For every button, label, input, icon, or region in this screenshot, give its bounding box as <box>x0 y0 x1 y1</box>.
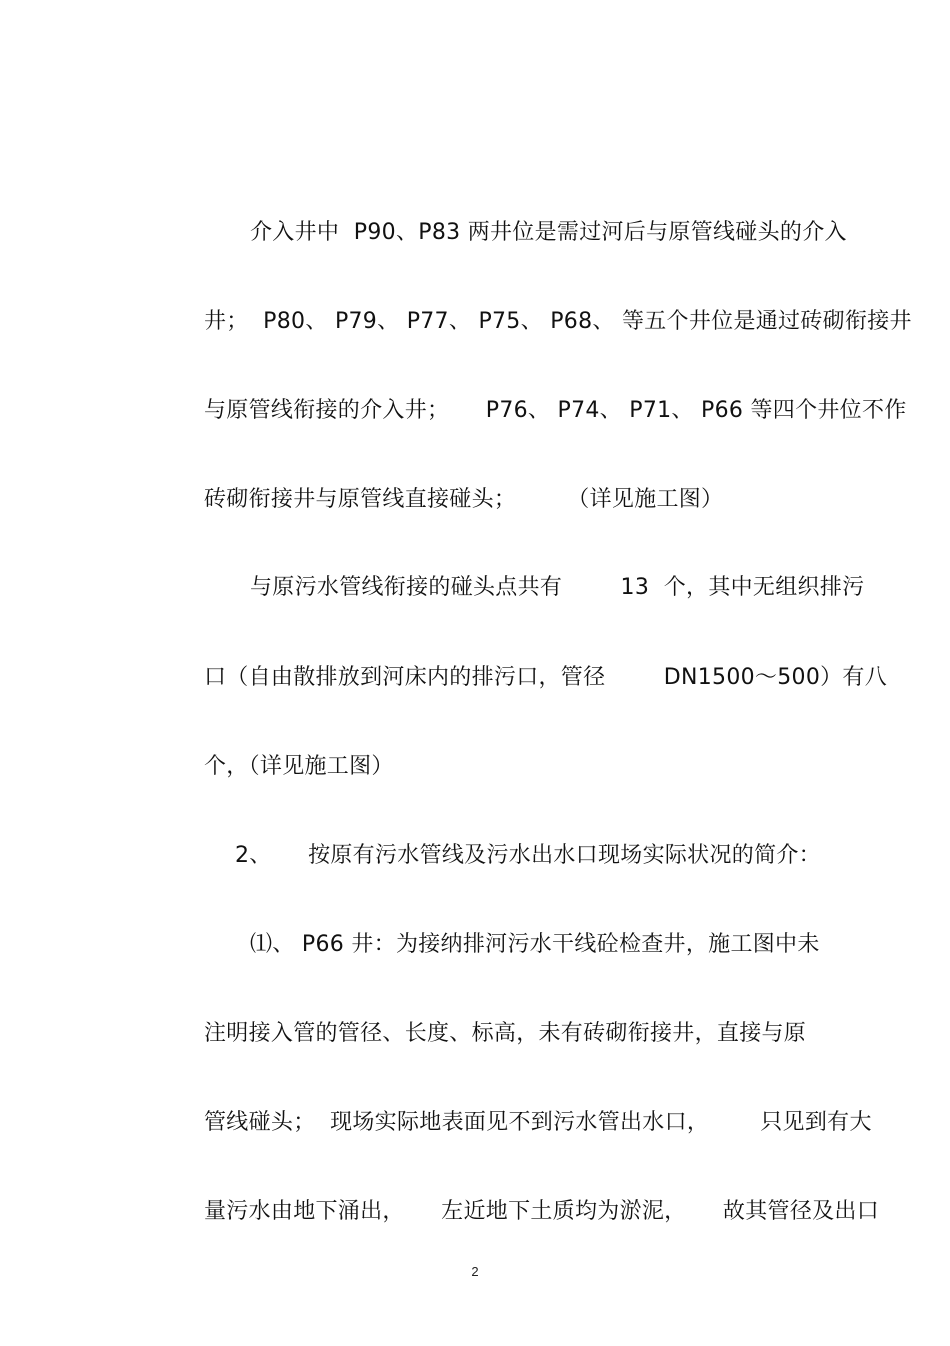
paragraph-line: 砖砌衔接井与原管线直接碰头； （详见施工图） <box>204 487 724 512</box>
page-number: 2 <box>471 1264 479 1279</box>
paragraph-line: ⑴、 P66 井：为接纳排河污水干线砼检查井，施工图中未 <box>250 932 820 957</box>
paragraph-line: 管线碰头； 现场实际地表面见不到污水管出水口， 只见到有大 <box>204 1110 872 1135</box>
paragraph-line: 与原管线衔接的介入井； P76、 P74、 P71、 P66 等四个井位不作 <box>204 398 907 423</box>
paragraph-line: 井； P80、 P79、 P77、 P75、 P68、 等五个井位是通过砖砌衔接井 <box>204 309 912 334</box>
paragraph-line: 量污水由地下涌出， 左近地下土质均为淤泥， 故其管径及出口 <box>204 1199 880 1224</box>
paragraph-line: 口（自由散排放到河床内的排污口，管径 DN1500～500）有八 <box>204 665 888 690</box>
paragraph-line: 介入井中 P90、P83 两井位是需过河后与原管线碰头的介入 <box>250 220 847 245</box>
paragraph-line: 与原污水管线衔接的碰头点共有 13 个，其中无组织排污 <box>250 575 865 600</box>
paragraph-line: 个，（详见施工图） <box>204 754 394 779</box>
section-heading: 2、 按原有污水管线及污水出水口现场实际状况的简介： <box>235 843 821 868</box>
paragraph-line: 注明接入管的管径、长度、标高，未有砖砌衔接井，直接与原 <box>204 1021 807 1046</box>
